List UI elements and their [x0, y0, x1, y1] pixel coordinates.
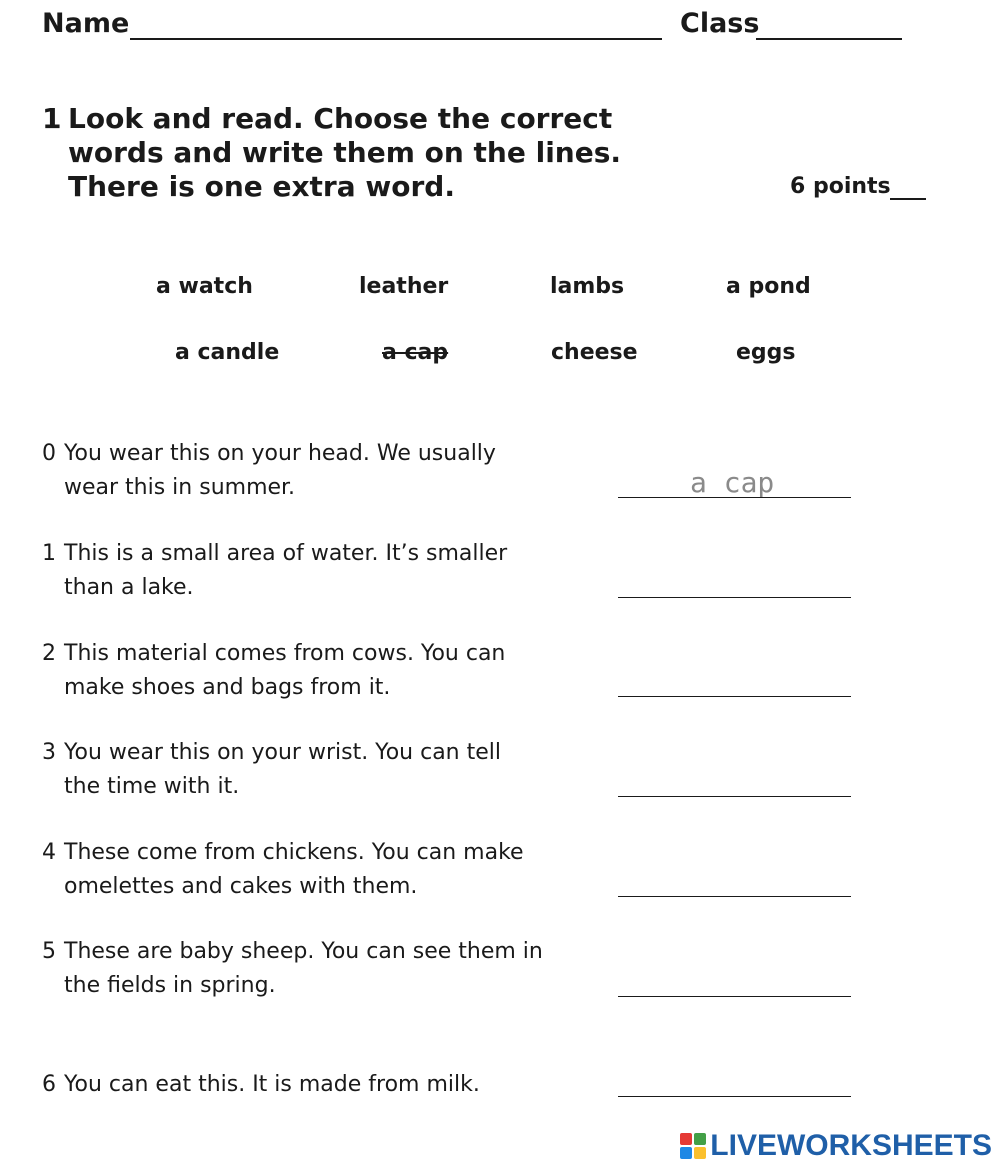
question-text: This is a small area of water. It’s smaller than a lake.	[64, 541, 508, 600]
question-text: You wear this on your wrist. You can tell the time with it.	[64, 740, 501, 799]
exercise-number: 1	[42, 102, 62, 135]
class-label: Class	[680, 8, 760, 39]
question-number: 4	[42, 840, 56, 865]
question-number: 5	[42, 939, 56, 964]
question-number: 0	[42, 441, 56, 466]
answer-input-4[interactable]	[618, 896, 851, 897]
liveworksheets-logo-icon	[680, 1133, 706, 1159]
word-bank-item: a candle	[175, 340, 280, 365]
question-text: These come from chickens. You can make omelettes and cakes with them.	[64, 840, 524, 899]
question-text: You wear this on your head. We usually wear this in summer.	[64, 441, 496, 500]
word-bank-item: a watch	[156, 274, 253, 299]
points-input-line[interactable]	[890, 198, 926, 200]
question-text: These are baby sheep. You can see them in the fields in spring.	[64, 939, 543, 998]
question-number: 1	[42, 541, 56, 566]
word-bank-item: lambs	[550, 274, 625, 299]
question-number: 2	[42, 641, 56, 666]
word-bank-item: eggs	[736, 340, 796, 365]
answer-input-2[interactable]	[618, 696, 851, 697]
instruction-text: Look and read. Choose the correct words and write them on the lines. There is one extra word.	[68, 102, 622, 203]
logo-text: LIVEWORKSHEETS	[710, 1129, 992, 1162]
answer-line-0	[618, 497, 851, 498]
example-answer: a cap	[690, 466, 775, 499]
logo-square	[680, 1133, 692, 1145]
name-label: Name	[42, 8, 130, 39]
answer-input-3[interactable]	[618, 796, 851, 797]
question-number: 6	[42, 1072, 56, 1097]
answer-input-6[interactable]	[618, 1096, 851, 1097]
word-bank-item: cheese	[551, 340, 638, 365]
word-bank-item: a pond	[726, 274, 811, 299]
word-bank-item: leather	[359, 274, 449, 299]
logo-square	[694, 1133, 706, 1145]
question-text: You can eat this. It is made from milk.	[64, 1072, 480, 1097]
name-input-line[interactable]	[130, 38, 662, 40]
logo-square	[694, 1147, 706, 1159]
answer-input-5[interactable]	[618, 996, 851, 997]
points-label: 6 points	[790, 174, 891, 199]
class-input-line[interactable]	[756, 38, 902, 40]
liveworksheets-logo	[680, 1128, 992, 1164]
question-number: 3	[42, 740, 56, 765]
logo-square	[680, 1147, 692, 1159]
question-text: This material comes from cows. You can make shoes and bags from it.	[64, 641, 506, 700]
word-bank-item-struck: a cap	[382, 340, 449, 365]
answer-input-1[interactable]	[618, 597, 851, 598]
